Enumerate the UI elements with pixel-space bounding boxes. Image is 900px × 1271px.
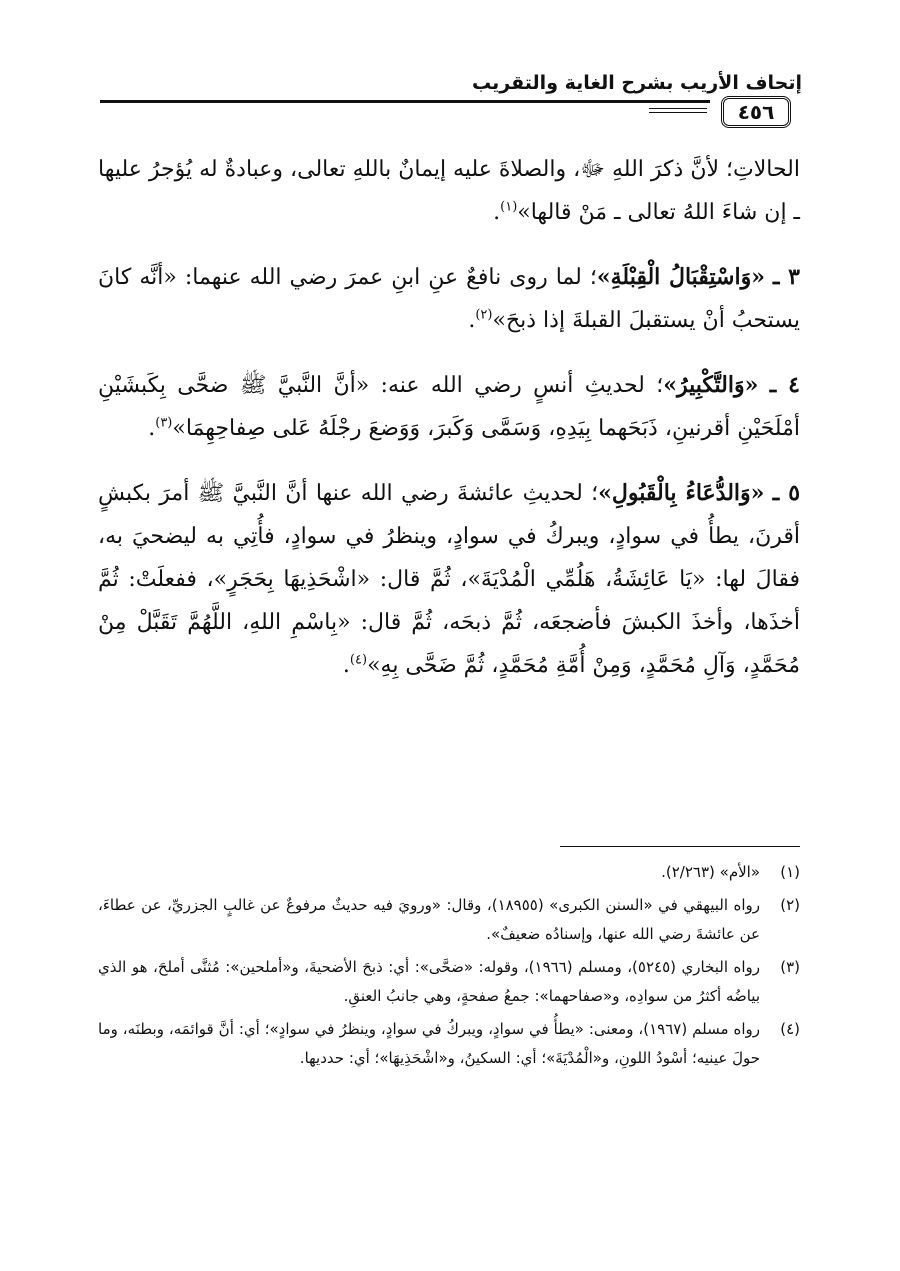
- footnote-text: رواه البيهقي في «السنن الكبرى» (١٨٩٥٥)، وقال: «ورويَ فيه حديثٌ مرفوعٌ عن غالبٍ الجزريِّ، عن عطاءَ، عن عائشةَ رضي الله عنها، وإسنادُه ضعيفٌ».: [98, 896, 760, 943]
- running-title: إتحاف الأريب بشرح الغاية والتقريب: [472, 72, 802, 94]
- item-number: ٥ ـ: [772, 480, 801, 506]
- paragraph-text: ؛ لحديثِ أنسٍ رضي الله عنه: «أنَّ النَّبيَّ ﷺ ضحَّى بِكَبشَيْنِ أمْلَحَيْنِ أقرنينِ، ذَبَحَهما بِيَدِهِ، وَسَمَّى وَكَبرَ، وَوَضعَ رجْلَهُ عَلى صِفاحِهِمَا»: [98, 373, 800, 441]
- page-header: [100, 66, 802, 130]
- footnote-number: (٢): [780, 896, 800, 914]
- paragraph-tail: .: [468, 308, 476, 333]
- footnote-text: «الأم» (٢/٢٦٣).: [661, 863, 760, 881]
- footnote-text: رواه مسلم (١٩٦٧)، ومعنى: «يطأُ في سوادٍ، ويبركُ في سوادٍ، وينظرُ في سوادٍ»؛ أي: أنَّ قوائمَه، وبطنَه، وما حولَ عينيه؛ أسْودُ اللونِ، و«الْمُدْيَةَ»؛ أي: السكينُ، و«اشْحَذِيهَا»؛ أي: حدديها.: [98, 1020, 760, 1067]
- paragraph-tail: .: [148, 416, 156, 441]
- paragraph-text: ؛ لما روى نافعٌ عنِ ابنِ عمرَ رضي الله عنهما: «أنَّه كانَ يستحبُ أنْ يستقبلَ القبلةَ إذا ذبحَ»: [98, 265, 800, 333]
- footnote-text: رواه البخاري (٥٢٤٥)، ومسلم (١٩٦٦)، وقوله: «ضحَّى»: أي: ذبحَ الأضحيةَ، و«أملحين»: مُثنَّى أملحَ، هو الذي بياضُه أكثرُ من سوادِه، و«صفاحهما»: جمعُ صفحةٍ، وهي جانبُ العنقِ.: [98, 958, 761, 1005]
- header-double-rule: [649, 108, 707, 113]
- paragraph-item-5: [98, 472, 800, 687]
- item-lead: «وَالدُّعَاءُ بِالْقَبُولِ»: [598, 480, 765, 506]
- footnote-1: [98, 858, 800, 887]
- page-number-frame: [710, 94, 802, 130]
- paragraph-tail: .: [342, 653, 350, 678]
- paragraph-text: الحالاتِ؛ لأنَّ ذكرَ اللهِ ﷻ، والصلاةَ عليه إيمانٌ باللهِ تعالى، وعبادةٌ له يُؤجرُ عليها ـ إن شاءَ اللهُ تعالى ـ مَنْ قالها»: [98, 157, 800, 225]
- footnote-2: [98, 891, 800, 949]
- item-number: ٣ ـ: [773, 264, 800, 290]
- footnote-ref: (٢): [475, 307, 493, 323]
- footnote-ref: (٣): [155, 415, 173, 431]
- footnote-ref: (٤): [349, 652, 368, 668]
- footnotes: [98, 858, 800, 1077]
- footnote-4: [98, 1015, 800, 1073]
- item-lead: «وَالتَّكْبِيرُ»: [663, 372, 759, 398]
- footnote-number: (٤): [780, 1020, 800, 1038]
- paragraph-item-4: [98, 364, 800, 450]
- footnote-number: (٣): [780, 958, 800, 976]
- paragraph-continuation: [98, 148, 800, 234]
- item-lead: «وَاسْتِقْبَالُ الْقِبْلَةِ»: [596, 264, 765, 290]
- main-text: [98, 148, 800, 709]
- paragraph-text: ؛ لحديثِ عائشةَ رضي الله عنها أنَّ النَّبيَّ ﷺ أمرَ بكبشٍ أقرنَ، يطأُ في سوادٍ، ويبركُ في سوادٍ، وينظرُ في سوادٍ، فأُتِي به ليضحيَ به، فقالَ لها: «يَا عَائِشَةُ، هَلُمِّي الْمُدْيَةَ»، ثُمَّ قال: «اشْحَذِيهَا بِحَجَرٍ»، ففعلَتْ: ثُمَّ أخذَها، وأخذَ الكبشَ فأضجعَه، ثُمَّ ذبحَه، ثُمَّ قال: «بِاسْمِ اللهِ، اللَّهُمَّ تَقَبَّلْ مِنْ مُحَمَّدٍ، وَآلِ مُحَمَّدٍ، وَمِنْ أُمَّةِ مُحَمَّدٍ، ثُمَّ ضَحَّى بِهِ»: [98, 481, 800, 678]
- paragraph-tail: .: [493, 200, 501, 225]
- footnote-separator: [560, 846, 800, 847]
- item-number: ٤ ـ: [769, 372, 800, 398]
- footnote-ref: (١): [500, 199, 518, 215]
- header-rule: [100, 100, 802, 103]
- footnote-number: (١): [780, 863, 800, 881]
- paragraph-item-3: [98, 256, 800, 342]
- footnote-3: [98, 953, 800, 1011]
- page-number: ٤٥٦: [721, 96, 792, 128]
